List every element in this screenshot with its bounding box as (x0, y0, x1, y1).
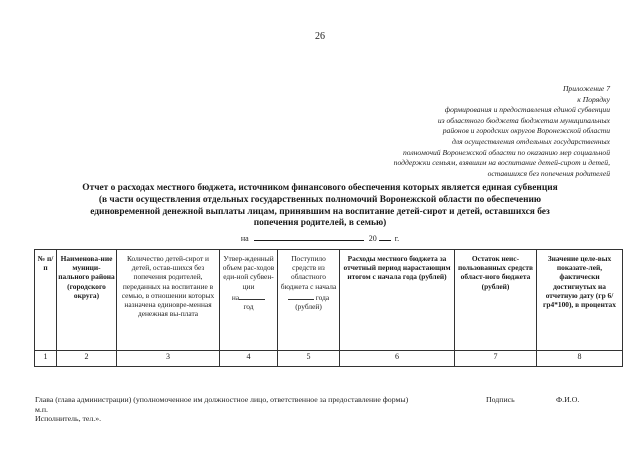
report-table (34, 249, 623, 367)
year-blank (379, 232, 391, 241)
header-received-funds-units: (рублей) (295, 302, 322, 312)
header-local-expenses: Расходы местного бюджета за отчетный период нарастающим итогом с начала года (рублей) (340, 250, 455, 351)
header-approved-volume-suffix: год (243, 302, 254, 312)
date-suffix: г. (394, 234, 400, 243)
footer-stamp-place: м.п. (35, 405, 49, 414)
date-year-prefix: 20 (368, 234, 377, 243)
title-line: (в части осуществления отдельных государственных полномочий Воронежской области по обеспечению (98, 194, 542, 205)
column-number-row (35, 351, 623, 367)
appendix-line: к Порядку (577, 94, 610, 104)
column-number: 4 (220, 351, 278, 367)
column-number: 5 (278, 351, 340, 367)
header-approved-volume (220, 250, 278, 351)
date-blank (254, 232, 364, 241)
appendix-block (300, 84, 610, 179)
appendix-line: полномочий Воронежской области по оказанию мер социальной (402, 147, 610, 157)
title-line: единовременной денежной выплаты лицам, принявшим на воспитание детей-сирот и детей, оставшихся без (90, 206, 550, 217)
header-children-count: Количество детей-сирот и детей, остав-шихся без попечения родителей, переданных на воспитание в семью, в отношении которых назначена единовре-менная денежная вы-плата (117, 250, 220, 351)
table-header-row (35, 250, 623, 351)
appendix-line: Приложение 7 (562, 84, 610, 93)
column-number: 1 (35, 351, 57, 367)
header-received-funds-suffix: года (315, 292, 330, 302)
appendix-line: оставшихся без попечения родителей (487, 168, 610, 178)
column-number: 8 (537, 351, 623, 367)
footer-executor: Исполнитель, тел.». (35, 414, 102, 423)
appendix-line: для осуществления отдельных государственных (451, 136, 610, 146)
appendix-line: поддержки семьям, взявшим на воспитание детей-сирот и детей, (393, 158, 610, 168)
report-date-line (0, 232, 640, 243)
footer-fio: Ф.И.О. (556, 395, 580, 404)
footer-signatory: Глава (глава администрации) (уполномоченное им должностное лицо, ответственное за предоставление формы) (35, 395, 409, 404)
year-blank (239, 291, 265, 300)
report-title (18, 183, 622, 230)
appendix-line: из областного бюджета бюджетам муниципальных (437, 115, 610, 125)
title-line: попечения родителей, в семью) (253, 218, 387, 229)
footer-signature: Подпись (486, 395, 515, 404)
appendix-line: формирования и предоставления единой субвенции (444, 105, 610, 115)
column-number: 3 (117, 351, 220, 367)
appendix-line: районов и городских округов Воронежской области (442, 126, 610, 136)
header-approved-volume-prefix: на (231, 292, 240, 302)
column-number: 6 (340, 351, 455, 367)
column-number: 2 (57, 351, 117, 367)
title-line: Отчет о расходах местного бюджета, источником финансового обеспечения которых является единая субвенция (82, 183, 558, 193)
header-unused-balance: Остаток неис-пользованных средств област-ного бюджета (рублей) (455, 250, 537, 351)
column-number: 7 (455, 351, 537, 367)
header-number: № п/п (35, 250, 57, 351)
page-number: 26 (315, 31, 325, 42)
header-target-indicators: Значение целе-вых показате-лей, фактически достигнутых на отчетную дату (гр 6/гр4*100), в процентах (537, 250, 623, 351)
year-blank (288, 291, 314, 300)
header-approved-volume-text: Утвер-жденный объем рас-ходов еди-ной субвен-ции (222, 254, 275, 291)
header-municipality: Наименова-ние муници-пального района (городского округа) (57, 250, 117, 351)
header-received-funds-text: Поступило средств из областного бюджета с начала (280, 254, 337, 291)
header-received-funds (278, 250, 340, 351)
date-prefix: на (240, 234, 249, 243)
